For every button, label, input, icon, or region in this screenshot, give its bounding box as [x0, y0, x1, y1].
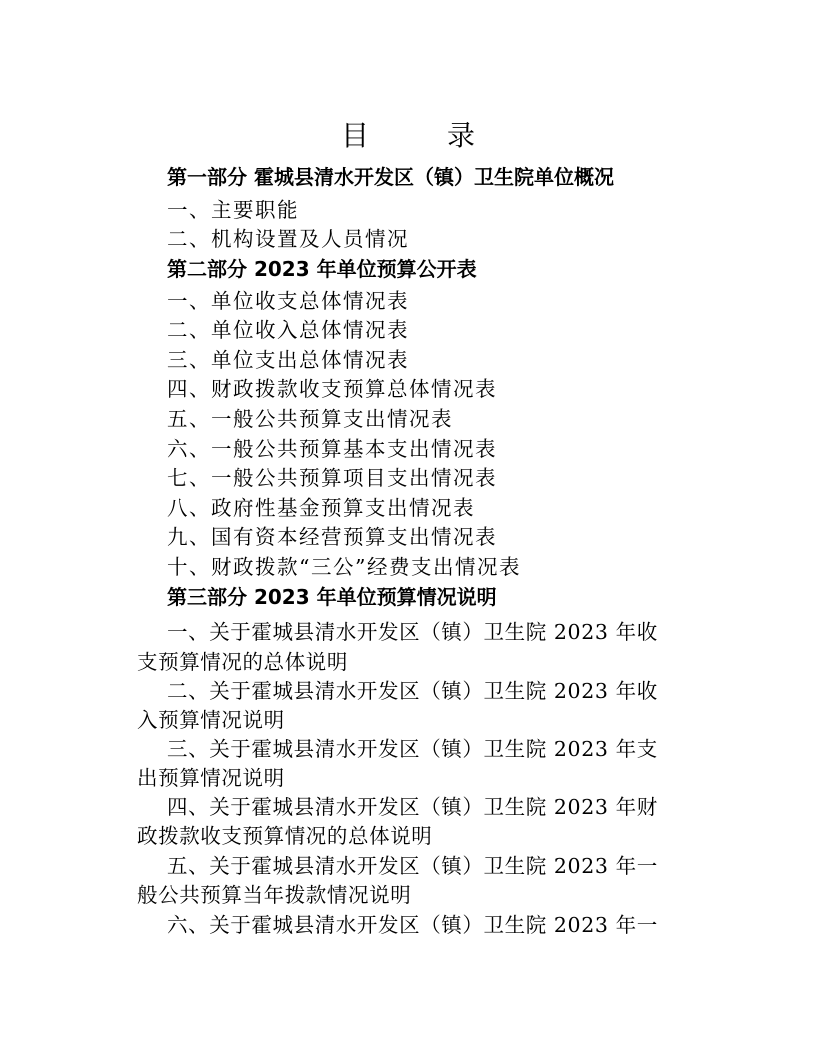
part2-heading: 第二部分 2023 年单位预算公开表 — [167, 257, 477, 281]
title-char-2: 录 — [447, 119, 476, 152]
toc-item: 五、一般公共预算支出情况表 — [167, 407, 453, 431]
toc-item: 一、主要职能 — [167, 198, 299, 222]
page-title — [0, 114, 816, 154]
toc-item: 四、财政拨款收支预算总体情况表 — [167, 377, 497, 401]
toc-paragraph-line: 四、关于霍城县清水开发区（镇）卫生院 2023 年财 — [167, 795, 658, 819]
toc-paragraph-line: 一、关于霍城县清水开发区（镇）卫生院 2023 年收 — [167, 620, 658, 644]
toc-item: 二、单位收入总体情况表 — [167, 318, 409, 342]
toc-paragraph-line: 三、关于霍城县清水开发区（镇）卫生院 2023 年支 — [167, 737, 658, 761]
toc-paragraph-line: 六、关于霍城县清水开发区（镇）卫生院 2023 年一 — [167, 913, 658, 937]
part1-heading: 第一部分 霍城县清水开发区（镇）卫生院单位概况 — [167, 165, 614, 189]
toc-paragraph-line: 五、关于霍城县清水开发区（镇）卫生院 2023 年一 — [167, 854, 658, 878]
toc-item: 六、一般公共预算基本支出情况表 — [167, 437, 497, 461]
part3-heading: 第三部分 2023 年单位预算情况说明 — [167, 585, 497, 609]
toc-item: 十、财政拨款“三公”经费支出情况表 — [167, 555, 521, 579]
toc-paragraph-line: 二、关于霍城县清水开发区（镇）卫生院 2023 年收 — [167, 679, 658, 703]
toc-item: 九、国有资本经营预算支出情况表 — [167, 525, 497, 549]
toc-item: 七、一般公共预算项目支出情况表 — [167, 466, 497, 490]
toc-item: 一、单位收支总体情况表 — [167, 289, 409, 313]
toc-paragraph-continuation: 支预算情况的总体说明 — [137, 650, 348, 674]
toc-paragraph-continuation: 般公共预算当年拨款情况说明 — [137, 883, 412, 907]
toc-paragraph-continuation: 政拨款收支预算情况的总体说明 — [137, 824, 433, 848]
toc-item: 二、机构设置及人员情况 — [167, 227, 409, 251]
toc-paragraph-continuation: 出预算情况说明 — [137, 766, 285, 790]
toc-item: 三、单位支出总体情况表 — [167, 348, 409, 372]
toc-item: 八、政府性基金预算支出情况表 — [167, 496, 475, 520]
toc-paragraph-continuation: 入预算情况说明 — [137, 708, 285, 732]
title-char-1: 目 — [340, 119, 369, 152]
